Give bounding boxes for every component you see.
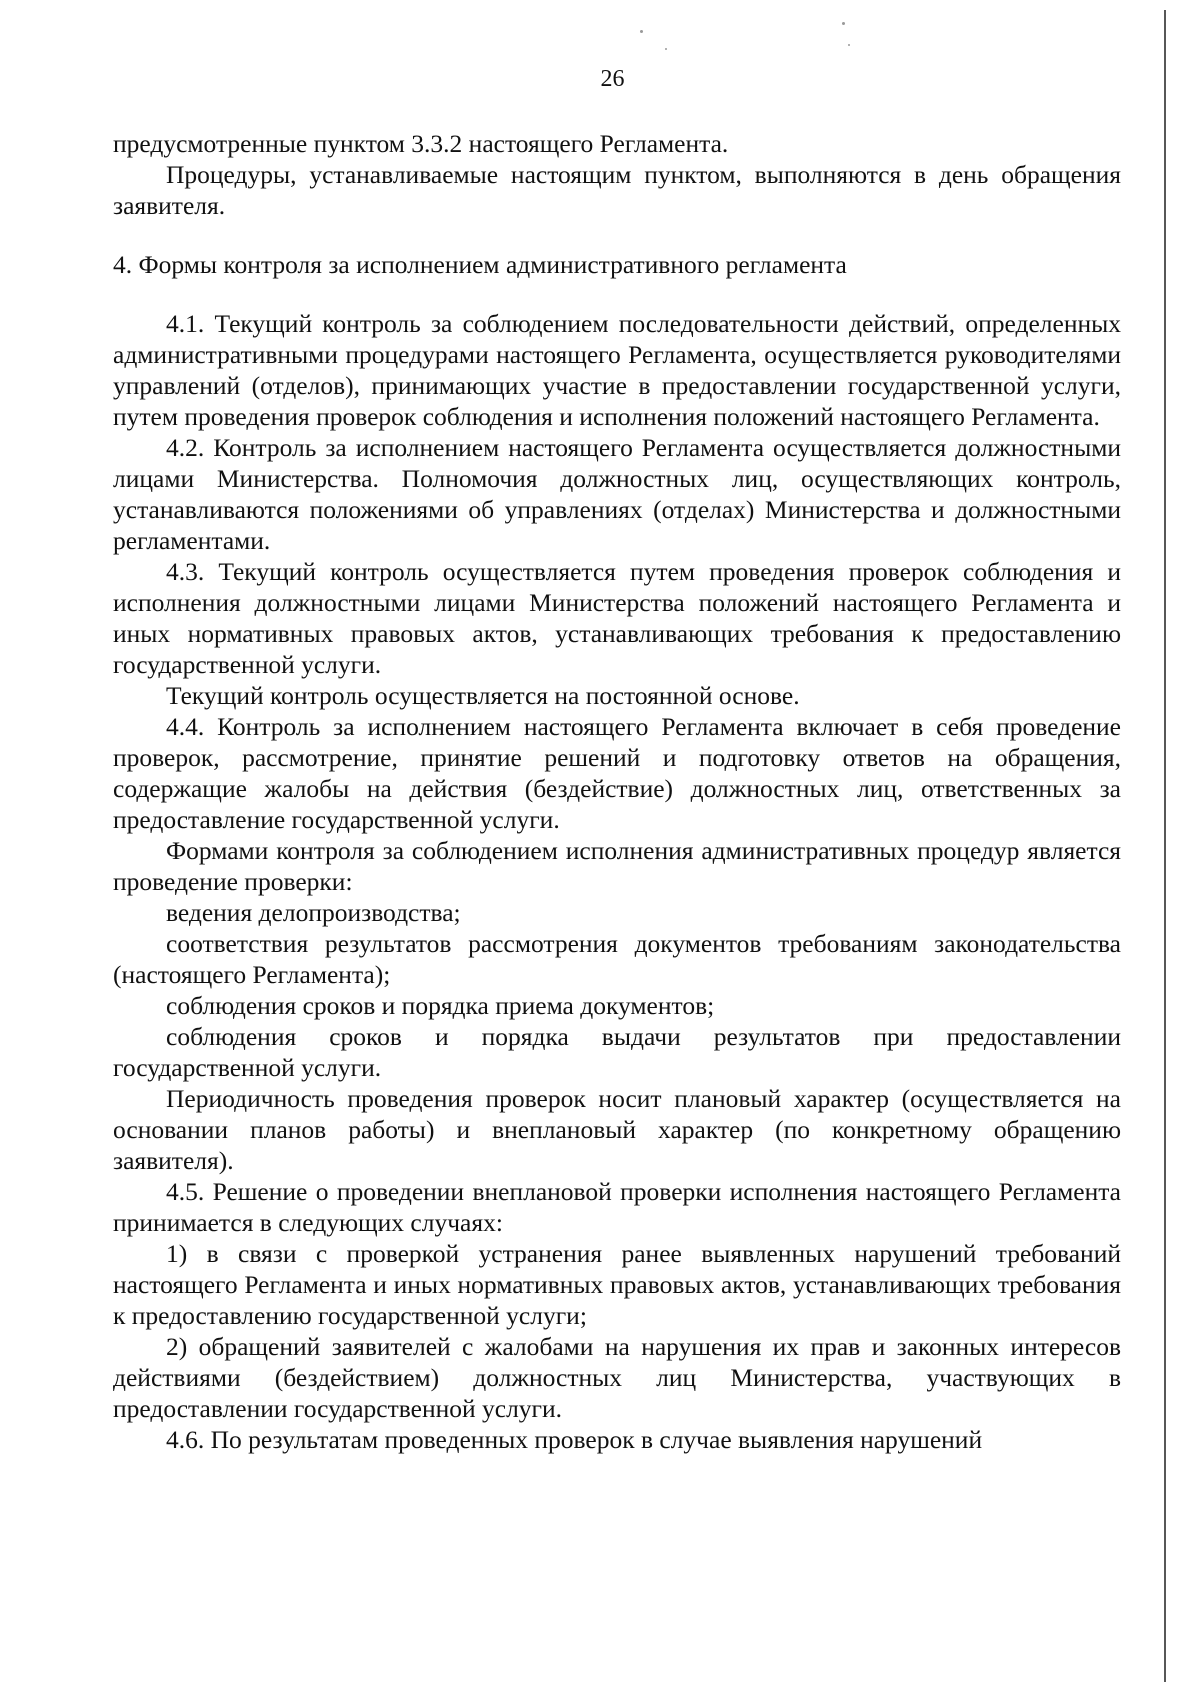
paragraph-periodicity: Периодичность проведения проверок носит плановый характер (осуществляется на основании планов работы) и внеплановый характер (по конкретному обращению заявителя). — [113, 1084, 1121, 1175]
paragraph-4-1: 4.1. Текущий контроль за соблюдением последовательности действий, определенных административными процедурами настоящего Регламента, осуществляется руководителями управлений (отделов), принимающих участие в предоставлении государственной услуги, путем проведения проверок соблюдения и исполнения положений настоящего Регламента. — [113, 309, 1121, 431]
paragraph-4-2: 4.2. Контроль за исполнением настоящего Регламента осуществляется должностными лицами Министерства. Полномочия должностных лиц, осуществляющих контроль, устанавливаются положениями об управлениях (отделах) Министерства и должностными регламентами. — [113, 433, 1121, 555]
list-item: 1) в связи с проверкой устранения ранее выявленных нарушений требований настоящего Регламента и иных нормативных правовых актов, устанавливающих требования к предоставлению государственной услуги; — [113, 1239, 1121, 1330]
list-item: соответствия результатов рассмотрения документов требованиям законодательства (настоящего Регламента); — [113, 929, 1121, 989]
paragraph-4-5: 4.5. Решение о проведении внеплановой проверки исполнения настоящего Регламента принимается в следующих случаях: — [113, 1177, 1121, 1237]
paragraph-intro: предусмотренные пунктом 3.3.2 настоящего Регламента. — [113, 129, 729, 158]
scan-edge-line — [1164, 10, 1166, 1682]
scan-speck — [842, 22, 845, 25]
paragraph-procedures: Процедуры, устанавливаемые настоящим пунктом, выполняются в день обращения заявителя. — [113, 160, 1121, 220]
scan-speck — [848, 44, 850, 46]
paragraph-control-forms: Формами контроля за соблюдением исполнения административных процедур является проведение проверки: — [113, 836, 1121, 896]
paragraph-current-control: Текущий контроль осуществляется на постоянной основе. — [166, 681, 800, 710]
list-item: соблюдения сроков и порядка выдачи результатов при предоставлении государственной услуги. — [113, 1022, 1121, 1082]
scan-speck — [640, 30, 643, 33]
body-text — [113, 128, 1121, 1455]
list-item: 2) обращений заявителей с жалобами на нарушения их прав и законных интересов действиями (бездействием) должностных лиц Министерства, участвующих в предоставлении государственной услуги. — [113, 1332, 1121, 1423]
section-heading: 4. Формы контроля за исполнением административного регламента — [113, 250, 847, 279]
paragraph-4-4: 4.4. Контроль за исполнением настоящего Регламента включает в себя проведение проверок, рассмотрение, принятие решений и подготовку ответов на обращения, содержащие жалобы на действия (бездействие) должностных лиц, ответственных за предоставление государственной услуги. — [113, 712, 1121, 834]
list-item: ведения делопроизводства; — [166, 898, 461, 927]
paragraph-4-3: 4.3. Текущий контроль осуществляется путем проведения проверок соблюдения и исполнения должностными лицами Министерства положений настоящего Регламента и иных нормативных правовых актов, устанавливающих требования к предоставлению государственной услуги. — [113, 557, 1121, 679]
page-number: 26 — [600, 66, 625, 92]
paragraph-4-6: 4.6. По результатам проведенных проверок в случае выявления нарушений — [166, 1425, 983, 1454]
list-item: соблюдения сроков и порядка приема документов; — [166, 991, 715, 1020]
scan-speck — [665, 48, 667, 50]
